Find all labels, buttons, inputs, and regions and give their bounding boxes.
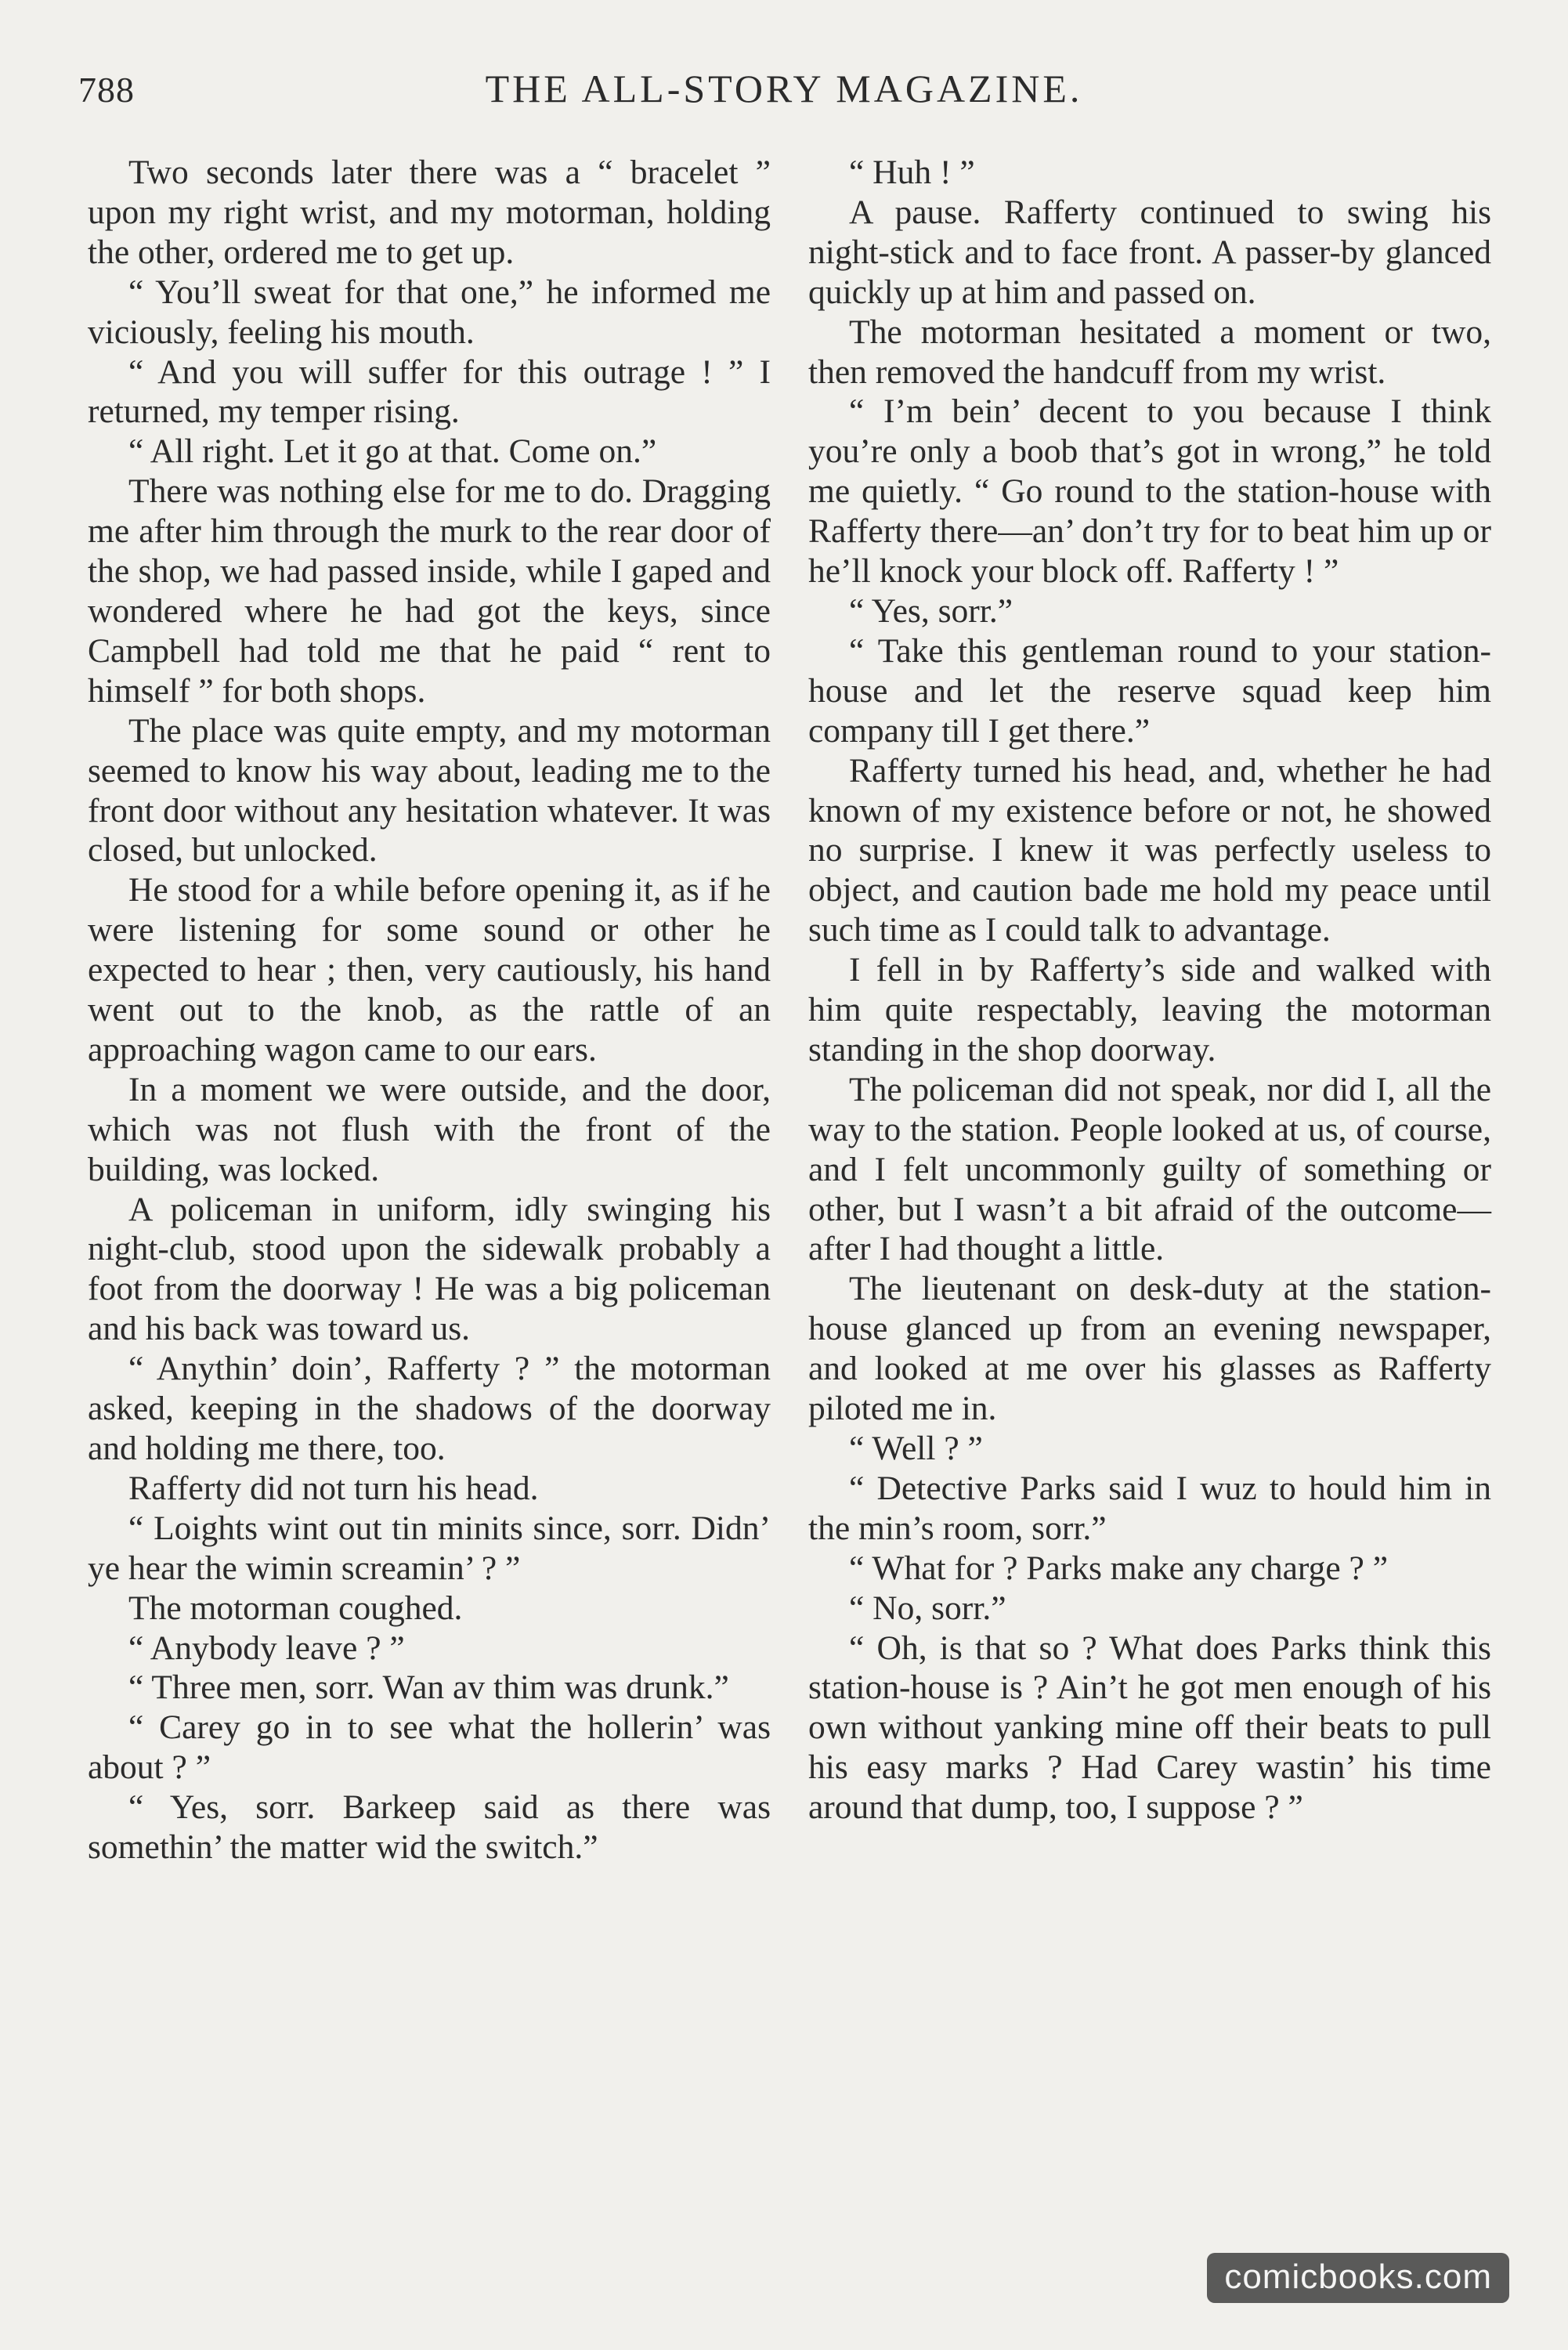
right-column — [808, 153, 1491, 1828]
paragraph: “ Carey go in to see what the hollerin’ was about ? ” — [88, 1708, 771, 1787]
paragraph: Two seconds later there was a “ bracelet ” upon my right wrist, and my motorman, holding the other, ordered me to get up. — [88, 154, 771, 271]
paragraph: “ You’ll sweat for that one,” he informed me viciously, feeling his mouth. — [88, 273, 771, 351]
paragraph: The place was quite empty, and my motorman seemed to know his way about, leading me to the front door without any hesitation whatever. It was closed, but unlocked. — [88, 711, 771, 870]
paragraph: “ No, sorr.” — [849, 1589, 1006, 1627]
paragraph: He stood for a while before opening it, as if he were listening for some sound or other he expected to hear ; then, very cautiously, his hand went out to the knob, as the rattle of an approaching wagon came to our ears. — [88, 871, 771, 1068]
paragraph: “ Detective Parks said I wuz to hould him in the min’s room, sorr.” — [808, 1469, 1491, 1547]
paragraph: “ What for ? Parks make any charge ? ” — [849, 1549, 1389, 1587]
paragraph: “ And you will suffer for this outrage ! ” I returned, my temper rising. — [88, 352, 771, 431]
paragraph: The motorman coughed. — [128, 1589, 463, 1627]
paragraph: “ I’m bein’ decent to you because I think you’re only a boob that’s got in wrong,” he told me quietly. “ Go round to the station-house with Rafferty there—an’ don’t try for to beat him up or he’ll knock your block off. Rafferty ! ” — [808, 392, 1491, 591]
paragraph: The policeman did not speak, nor did I, all the way to the station. People looked at us, of course, and I felt uncommonly guilty of something or other, but I wasn’t a bit afraid of the outcome—after I had thought a little. — [808, 1070, 1491, 1268]
paragraph: I fell in by Rafferty’s side and walked with him quite respectably, leaving the motorman standing in the shop doorway. — [808, 951, 1491, 1068]
paragraph: “ Yes, sorr. Barkeep said as there was somethin’ the matter wid the switch.” — [88, 1788, 771, 1867]
paragraph: “ Anythin’ doin’, Rafferty ? ” the motorman asked, keeping in the shadows of the doorway and holding me there, too. — [88, 1350, 771, 1467]
paragraph: “ Anybody leave ? ” — [128, 1629, 405, 1667]
left-column — [88, 153, 771, 1867]
paragraph: “ Loights wint out tin minits since, sorr. Didn’ ye hear the wimin screamin’ ? ” — [88, 1509, 771, 1587]
paragraph: Rafferty turned his head, and, whether he had known of my existence before or not, he showed no surprise. I knew it was perfectly useless to object, and caution bade me hold my peace until such time as I could talk to advantage. — [808, 751, 1491, 949]
paragraph: “ Well ? ” — [849, 1430, 983, 1467]
paragraph: “ Huh ! ” — [849, 154, 975, 191]
paragraph: A policeman in uniform, idly swinging his night-club, stood upon the sidewalk probably a foot from the doorway ! He was a big policeman and his back was toward us. — [88, 1190, 771, 1348]
paragraph: “ Oh, is that so ? What does Parks think this station-house is ? Ain’t he got men enough of his own without yanking mine off their beats to pull his easy marks ? Had Carey wastin’ his time around that dump, too, I suppose ? ” — [808, 1629, 1491, 1827]
paragraph: The motorman hesitated a moment or two, then removed the handcuff from my wrist. — [808, 313, 1491, 391]
paragraph: Rafferty did not turn his head. — [128, 1469, 539, 1507]
paragraph: There was nothing else for me to do. Dragging me after him through the murk to the rear door of the shop, we had passed inside, while I gaped and wondered where he had got the keys, since Campbell had told me that he paid “ rent to himself ” for both shops. — [88, 472, 771, 710]
paragraph: “ Yes, sorr.” — [849, 591, 1013, 630]
paragraph: In a moment we were outside, and the door, which was not flush with the front of the building, was locked. — [88, 1070, 771, 1188]
watermark: comicbooks.com — [1207, 2253, 1509, 2303]
paragraph: “ All right. Let it go at that. Come on.” — [128, 432, 657, 471]
paragraph: “ Take this gentleman round to your station-house and let the reserve squad keep him company till I get there.” — [808, 631, 1491, 750]
paragraph: The lieutenant on desk-duty at the station-house glanced up from an evening newspaper, and looked at me over his glasses as Rafferty piloted me in. — [808, 1270, 1491, 1428]
paragraph: “ Three men, sorr. Wan av thim was drunk.” — [128, 1668, 729, 1707]
paragraph: A pause. Rafferty continued to swing his night-stick and to face front. A passer-by glanced quickly up at him and passed on. — [808, 193, 1491, 311]
running-head: THE ALL-STORY MAGAZINE. — [485, 67, 1083, 110]
page-number: 788 — [78, 70, 135, 110]
